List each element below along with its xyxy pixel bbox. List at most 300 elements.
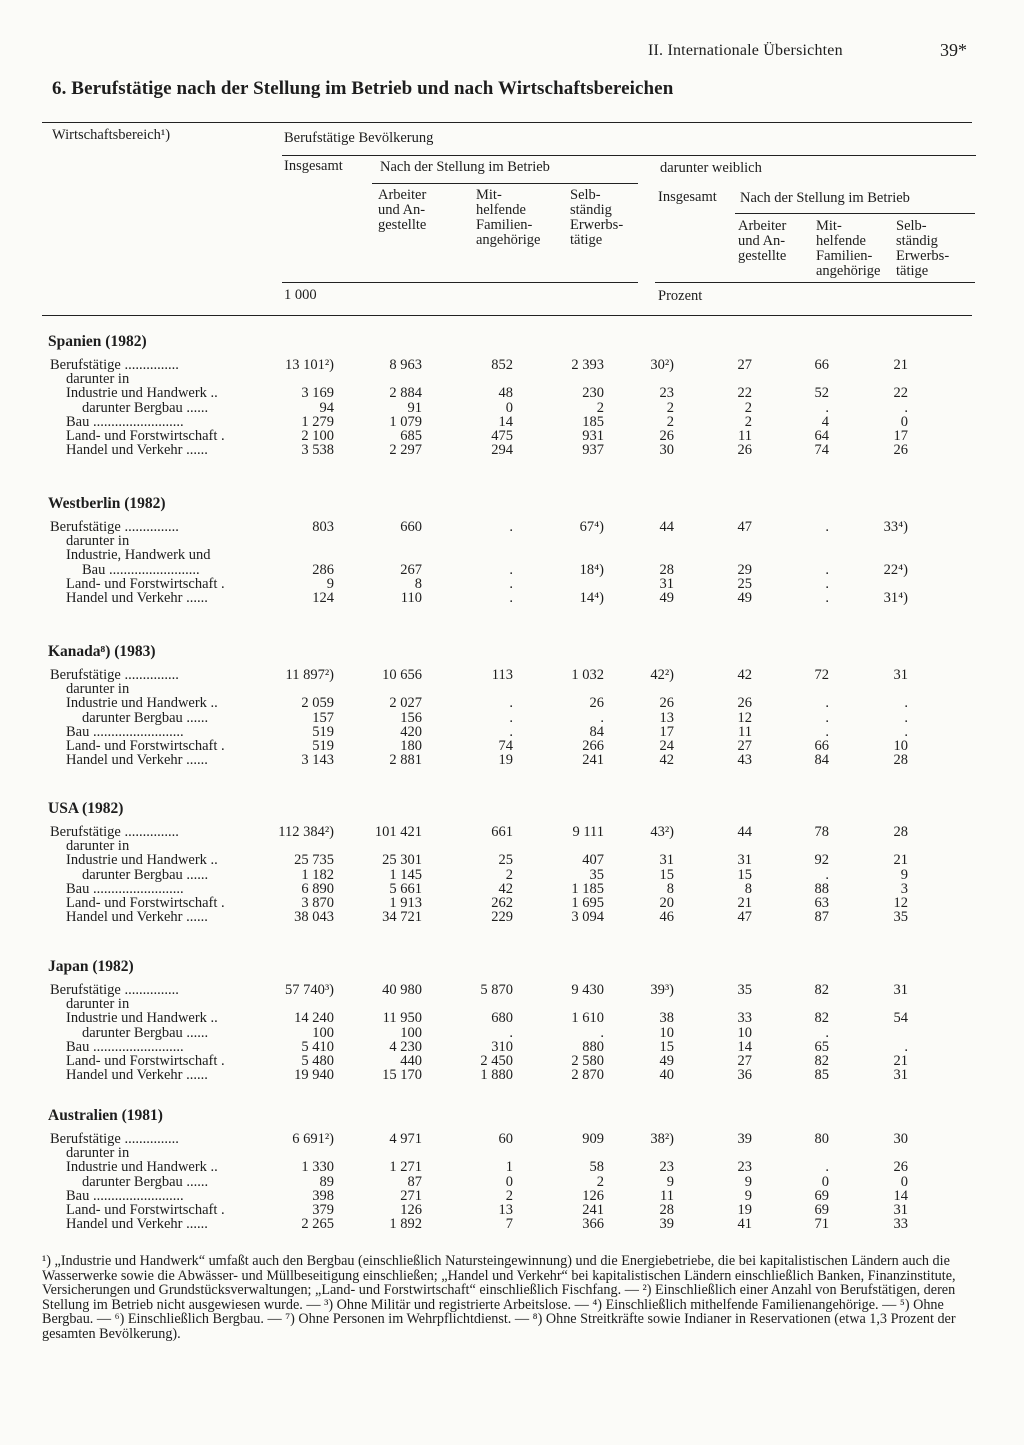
cell-col-5: 28 — [659, 561, 674, 578]
cell-col-3: 2 450 — [480, 1053, 513, 1069]
col-nach-stellung: Nach der Stellung im Betrieb — [380, 159, 550, 175]
row-label: Industrie und Handwerk .. — [66, 1159, 218, 1176]
cell-col-8: . — [904, 709, 908, 726]
row-label: Berufstätige ............... — [50, 1131, 179, 1147]
cell-col-3: 7 — [505, 1216, 513, 1233]
row-label: Land- und Forstwirtschaft . — [66, 575, 225, 592]
cell-col-5: 30²) — [650, 357, 674, 373]
table-row — [0, 386, 1024, 400]
rule-unit-right — [655, 282, 975, 283]
cell-col-7: . — [825, 575, 829, 592]
row-label: darunter Bergbau ...... — [82, 399, 209, 416]
row-label: Handel und Verkehr ...... — [66, 752, 208, 769]
cell-col-6: 29 — [737, 561, 752, 578]
table-row — [0, 401, 1024, 415]
table-row — [0, 534, 1024, 548]
cell-col-2: 267 — [400, 561, 422, 578]
table-row — [0, 1068, 1024, 1082]
cell-col-8: 0 — [900, 1173, 908, 1190]
col-wirtschaftsbereich: Wirtschaftsbereich¹) — [52, 127, 171, 143]
cell-col-2: 126 — [400, 1202, 422, 1218]
cell-col-4: 2 — [596, 399, 604, 416]
cell-col-3: 262 — [491, 895, 513, 911]
cell-col-1: 398 — [312, 1187, 334, 1204]
cell-col-5: 17 — [659, 723, 674, 740]
cell-col-5: 43²) — [650, 824, 674, 840]
cell-col-4: 9 111 — [572, 824, 604, 840]
row-label: Industrie und Handwerk .. — [66, 385, 218, 402]
table-row — [0, 983, 1024, 997]
cell-col-8: 21 — [893, 1053, 908, 1069]
row-label: Land- und Forstwirtschaft . — [66, 428, 225, 444]
cell-col-5: 49 — [659, 1053, 674, 1069]
table-row — [0, 711, 1024, 725]
table-row — [0, 1040, 1024, 1054]
cell-col-2: 440 — [400, 1053, 422, 1069]
cell-col-8: 26 — [893, 1159, 908, 1176]
cell-col-8: 3 — [900, 880, 908, 897]
cell-col-2: 5 661 — [389, 880, 422, 897]
row-label: Handel und Verkehr ...... — [66, 1067, 208, 1084]
table-row — [0, 415, 1024, 429]
row-label: Bau ......................... — [66, 880, 184, 897]
row-label: Industrie und Handwerk .. — [66, 852, 218, 869]
cell-col-6: 27 — [737, 1053, 752, 1069]
cell-col-8: 31 — [893, 1067, 908, 1084]
cell-col-6: 41 — [737, 1216, 752, 1233]
cell-col-4: 937 — [582, 442, 604, 459]
cell-col-5: 2 — [666, 413, 674, 430]
cell-col-8: 31 — [893, 982, 908, 998]
cell-col-6: 47 — [737, 909, 752, 926]
table-row — [0, 1011, 1024, 1025]
row-label: Bau ......................... — [66, 1038, 184, 1055]
cell-col-2: 8 — [414, 575, 422, 592]
table-row — [0, 1189, 1024, 1203]
cell-col-6: 43 — [737, 752, 752, 769]
cell-col-7: 88 — [814, 880, 829, 897]
cell-col-2: 1 892 — [389, 1216, 422, 1233]
cell-col-4: 407 — [582, 852, 604, 869]
row-label: Berufstätige ............... — [50, 982, 179, 998]
row-label: Handel und Verkehr ...... — [66, 909, 208, 926]
cell-col-6: 8 — [744, 880, 752, 897]
cell-col-1: 2 265 — [301, 1216, 334, 1233]
cell-col-6: 19 — [737, 1202, 752, 1218]
cell-col-7: 66 — [814, 357, 829, 373]
cell-col-7: 92 — [814, 852, 829, 869]
cell-col-2: 2 027 — [389, 695, 422, 712]
cell-col-7: 80 — [814, 1131, 829, 1147]
col-w-arbeiter: Arbeiter und An- gestellte — [738, 218, 787, 264]
cell-col-1: 2 059 — [301, 695, 334, 712]
cell-col-6: 25 — [737, 575, 752, 592]
cell-col-1: 5 410 — [301, 1038, 334, 1055]
cell-col-7: 52 — [814, 385, 829, 402]
cell-col-1: 112 384²) — [278, 824, 334, 840]
cell-col-4: . — [600, 709, 604, 726]
cell-col-5: 39 — [659, 1216, 674, 1233]
cell-col-6: 23 — [737, 1159, 752, 1176]
cell-col-1: 89 — [319, 1173, 334, 1190]
cell-col-2: 1 079 — [389, 413, 422, 430]
cell-col-1: 803 — [312, 519, 334, 535]
row-label: Berufstätige ............... — [50, 667, 179, 683]
row-label: darunter in — [66, 996, 130, 1013]
rule-unit-left — [282, 282, 638, 283]
cell-col-5: 15 — [659, 1038, 674, 1055]
cell-col-8: 28 — [893, 824, 908, 840]
cell-col-6: 49 — [737, 590, 752, 606]
cell-col-8: 17 — [893, 428, 908, 444]
cell-col-2: 40 980 — [382, 982, 422, 998]
cell-col-3: 2 — [505, 1187, 513, 1204]
cell-col-8: 0 — [900, 413, 908, 430]
cell-col-4: 2 870 — [571, 1067, 604, 1084]
cell-col-8: 22 — [893, 385, 908, 402]
cell-col-1: 1 182 — [301, 866, 334, 883]
cell-col-2: 11 950 — [382, 1010, 422, 1027]
cell-col-5: 23 — [659, 385, 674, 402]
cell-col-6: 35 — [737, 982, 752, 998]
cell-col-8: 10 — [893, 738, 908, 754]
col-selbstaendig: Selb- ständig Erwerbs- tätige — [570, 187, 624, 248]
cell-col-2: 10 656 — [382, 667, 422, 683]
cell-col-8: 14 — [893, 1187, 908, 1204]
cell-col-5: 20 — [659, 895, 674, 911]
cell-col-4: 931 — [582, 428, 604, 444]
cell-col-5: 23 — [659, 1159, 674, 1176]
cell-col-8: 30 — [893, 1131, 908, 1147]
table-row — [0, 1175, 1024, 1189]
cell-col-4: 2 — [596, 1173, 604, 1190]
cell-col-7: 82 — [814, 1053, 829, 1069]
table-row — [0, 1203, 1024, 1217]
cell-col-6: 39 — [737, 1131, 752, 1147]
cell-col-4: 185 — [582, 413, 604, 430]
cell-col-8: 31 — [893, 667, 908, 683]
cell-col-2: 25 301 — [382, 852, 422, 869]
cell-col-2: 110 — [400, 590, 422, 606]
row-label: darunter in — [66, 533, 130, 550]
cell-col-5: 31 — [659, 852, 674, 869]
cell-col-1: 519 — [312, 723, 334, 740]
cell-col-2: 101 421 — [374, 824, 422, 840]
cell-col-1: 14 240 — [294, 1010, 334, 1027]
section-heading: Australien (1981) — [48, 1107, 163, 1124]
cell-col-2: 660 — [400, 519, 422, 535]
cell-col-2: 34 721 — [382, 909, 422, 926]
section-heading: USA (1982) — [48, 800, 124, 817]
cell-col-3: 0 — [505, 399, 513, 416]
row-label: darunter in — [66, 838, 130, 855]
cell-col-6: 9 — [744, 1187, 752, 1204]
table-row — [0, 825, 1024, 839]
cell-col-6: 21 — [737, 895, 752, 911]
table-row — [0, 896, 1024, 910]
table-row — [0, 725, 1024, 739]
cell-col-6: 12 — [737, 709, 752, 726]
cell-col-3: 852 — [491, 357, 513, 373]
cell-col-6: 31 — [737, 852, 752, 869]
cell-col-7: 87 — [814, 909, 829, 926]
cell-col-1: 11 897²) — [285, 667, 334, 683]
cell-col-4: 26 — [589, 695, 604, 712]
cell-col-1: 157 — [312, 709, 334, 726]
table-row — [0, 372, 1024, 386]
table-row — [0, 1146, 1024, 1160]
cell-col-3: 229 — [491, 909, 513, 926]
row-label: Land- und Forstwirtschaft . — [66, 738, 225, 754]
cell-col-7: 84 — [814, 752, 829, 769]
cell-col-3: 48 — [498, 385, 513, 402]
cell-col-2: 271 — [400, 1187, 422, 1204]
row-label: darunter Bergbau ...... — [82, 709, 209, 726]
cell-col-7: 85 — [814, 1067, 829, 1084]
cell-col-8: . — [904, 399, 908, 416]
cell-col-2: 91 — [407, 399, 422, 416]
cell-col-2: 87 — [407, 1173, 422, 1190]
section-heading: Kanada⁸) (1983) — [48, 643, 156, 660]
cell-col-2: 1 913 — [389, 895, 422, 911]
col-w-mithelfende: Mit- helfende Familien- angehörige — [816, 218, 881, 279]
cell-col-5: 13 — [659, 709, 674, 726]
rule-under-bevoelkerung — [282, 155, 976, 156]
cell-col-6: 10 — [737, 1024, 752, 1041]
cell-col-6: 11 — [738, 723, 752, 740]
table-row — [0, 429, 1024, 443]
cell-col-8: 31⁴) — [883, 590, 908, 606]
cell-col-4: 1 610 — [571, 1010, 604, 1027]
table-row — [0, 591, 1024, 605]
cell-col-5: 24 — [659, 738, 674, 754]
cell-col-7: 71 — [814, 1216, 829, 1233]
cell-col-3: 680 — [491, 1010, 513, 1027]
cell-col-1: 3 169 — [301, 385, 334, 402]
row-label: darunter Bergbau ...... — [82, 1024, 209, 1041]
cell-col-7: 82 — [814, 982, 829, 998]
cell-col-4: 266 — [582, 738, 604, 754]
row-label: Land- und Forstwirtschaft . — [66, 1053, 225, 1069]
cell-col-5: 38²) — [650, 1131, 674, 1147]
rule-under-stellung — [372, 183, 638, 184]
cell-col-6: 2 — [744, 413, 752, 430]
cell-col-2: 685 — [400, 428, 422, 444]
cell-col-6: 14 — [737, 1038, 752, 1055]
table-row — [0, 358, 1024, 372]
cell-col-5: 11 — [660, 1187, 674, 1204]
cell-col-8: . — [904, 723, 908, 740]
cell-col-1: 5 480 — [301, 1053, 334, 1069]
cell-col-8: 26 — [893, 442, 908, 459]
cell-col-1: 9 — [326, 575, 334, 592]
col-berufstaetige-bevoelkerung: Berufstätige Bevölkerung — [284, 130, 434, 146]
cell-col-4: 35 — [589, 866, 604, 883]
cell-col-3: 0 — [505, 1173, 513, 1190]
table-row — [0, 696, 1024, 710]
cell-col-7: . — [825, 1159, 829, 1176]
cell-col-8: . — [904, 695, 908, 712]
cell-col-8: 54 — [893, 1010, 908, 1027]
cell-col-2: 15 170 — [382, 1067, 422, 1084]
cell-col-4: 9 430 — [571, 982, 604, 998]
row-label: Industrie und Handwerk .. — [66, 1010, 218, 1027]
row-label: Land- und Forstwirtschaft . — [66, 895, 225, 911]
row-label: Handel und Verkehr ...... — [66, 442, 208, 459]
cell-col-4: 2 393 — [571, 357, 604, 373]
cell-col-3: 19 — [498, 752, 513, 769]
table-row — [0, 563, 1024, 577]
cell-col-5: 8 — [666, 880, 674, 897]
cell-col-8: 28 — [893, 752, 908, 769]
cell-col-3: 2 — [505, 866, 513, 883]
table-row — [0, 1026, 1024, 1040]
cell-col-4: 3 094 — [571, 909, 604, 926]
row-label: Land- und Forstwirtschaft . — [66, 1202, 225, 1218]
cell-col-5: 28 — [659, 1202, 674, 1218]
cell-col-4: 230 — [582, 385, 604, 402]
cell-col-6: 11 — [738, 428, 752, 444]
row-label: Berufstätige ............... — [50, 519, 179, 535]
cell-col-8: 35 — [893, 909, 908, 926]
section-heading: Japan (1982) — [48, 958, 134, 975]
cell-col-3: 5 870 — [480, 982, 513, 998]
cell-col-4: . — [600, 1024, 604, 1041]
cell-col-4: 84 — [589, 723, 604, 740]
cell-col-6: 33 — [737, 1010, 752, 1027]
cell-col-2: 4 971 — [389, 1131, 422, 1147]
cell-col-2: 2 297 — [389, 442, 422, 459]
cell-col-4: 909 — [582, 1131, 604, 1147]
row-label: Industrie, Handwerk und — [66, 547, 211, 564]
cell-col-8: 21 — [893, 852, 908, 869]
cell-col-1: 379 — [312, 1202, 334, 1218]
col-w-selbstaendig: Selb- ständig Erwerbs- tätige — [896, 218, 950, 279]
cell-col-7: 63 — [814, 895, 829, 911]
cell-col-8: . — [904, 1038, 908, 1055]
cell-col-6: 36 — [737, 1067, 752, 1084]
cell-col-2: 2 881 — [389, 752, 422, 769]
cell-col-4: 18⁴) — [579, 561, 604, 578]
cell-col-7: 0 — [821, 1173, 829, 1190]
cell-col-3: 74 — [498, 738, 513, 754]
cell-col-7: 65 — [814, 1038, 829, 1055]
cell-col-1: 519 — [312, 738, 334, 754]
table-row — [0, 1054, 1024, 1068]
cell-col-3: 60 — [498, 1131, 513, 1147]
table-row — [0, 839, 1024, 853]
cell-col-5: 42²) — [650, 667, 674, 683]
col-insgesamt: Insgesamt — [284, 158, 343, 174]
cell-col-4: 2 580 — [571, 1053, 604, 1069]
unit-right: Prozent — [658, 288, 703, 304]
cell-col-4: 241 — [582, 1202, 604, 1218]
col-arbeiter: Arbeiter und An- gestellte — [378, 187, 427, 233]
cell-col-7: . — [825, 866, 829, 883]
cell-col-3: 661 — [491, 824, 513, 840]
cell-col-3: . — [509, 1024, 513, 1041]
cell-col-5: 30 — [659, 442, 674, 459]
section-heading: Westberlin (1982) — [48, 495, 166, 512]
col-w-nach-stellung: Nach der Stellung im Betrieb — [740, 190, 910, 206]
table-row — [0, 868, 1024, 882]
table-row — [0, 997, 1024, 1011]
cell-col-6: 2 — [744, 399, 752, 416]
cell-col-2: 2 884 — [389, 385, 422, 402]
cell-col-1: 1 279 — [301, 413, 334, 430]
cell-col-3: 113 — [491, 667, 513, 683]
cell-col-7: 74 — [814, 442, 829, 459]
row-label: darunter in — [66, 1145, 130, 1162]
cell-col-2: 4 230 — [389, 1038, 422, 1055]
cell-col-7: 64 — [814, 428, 829, 444]
cell-col-6: 15 — [737, 866, 752, 883]
cell-col-2: 8 963 — [389, 357, 422, 373]
cell-col-2: 180 — [400, 738, 422, 754]
rule-under-w-stellung — [735, 213, 975, 214]
cell-col-7: 78 — [814, 824, 829, 840]
cell-col-1: 2 100 — [301, 428, 334, 444]
cell-col-3: 42 — [498, 880, 513, 897]
cell-col-7: 4 — [821, 413, 829, 430]
cell-col-7: . — [825, 519, 829, 535]
row-label: Berufstätige ............... — [50, 824, 179, 840]
cell-col-1: 25 735 — [294, 852, 334, 869]
top-rule — [42, 122, 972, 123]
cell-col-4: 880 — [582, 1038, 604, 1055]
cell-col-7: 82 — [814, 1010, 829, 1027]
col-darunter-weiblich: darunter weiblich — [660, 160, 762, 176]
cell-col-6: 44 — [737, 824, 752, 840]
cell-col-4: 366 — [582, 1216, 604, 1233]
cell-col-4: 67⁴) — [579, 519, 604, 535]
cell-col-6: 22 — [737, 385, 752, 402]
cell-col-3: 475 — [491, 428, 513, 444]
page-number: 39* — [940, 40, 967, 60]
table-row — [0, 548, 1024, 562]
col-mithelfende: Mit- helfende Familien- angehörige — [476, 187, 541, 248]
row-label: Bau ......................... — [82, 561, 200, 578]
cell-col-4: 1 032 — [571, 667, 604, 683]
cell-col-5: 31 — [659, 575, 674, 592]
cell-col-4: 14⁴) — [579, 590, 604, 606]
cell-col-7: . — [825, 1024, 829, 1041]
row-label: Handel und Verkehr ...... — [66, 590, 208, 606]
cell-col-6: 27 — [737, 738, 752, 754]
cell-col-5: 9 — [666, 1173, 674, 1190]
table-row — [0, 910, 1024, 924]
row-label: Handel und Verkehr ...... — [66, 1216, 208, 1233]
cell-col-1: 38 043 — [294, 909, 334, 926]
cell-col-7: 69 — [814, 1187, 829, 1204]
table-row — [0, 753, 1024, 767]
cell-col-2: 420 — [400, 723, 422, 740]
cell-col-1: 124 — [312, 590, 334, 606]
cell-col-5: 40 — [659, 1067, 674, 1084]
table-row — [0, 1160, 1024, 1174]
cell-col-3: . — [509, 695, 513, 712]
cell-col-5: 26 — [659, 695, 674, 712]
cell-col-1: 6 890 — [301, 880, 334, 897]
row-label: Bau ......................... — [66, 1187, 184, 1204]
cell-col-3: 294 — [491, 442, 513, 459]
cell-col-4: 241 — [582, 752, 604, 769]
cell-col-4: 1 185 — [571, 880, 604, 897]
cell-col-7: . — [825, 695, 829, 712]
cell-col-3: 25 — [498, 852, 513, 869]
cell-col-4: 1 695 — [571, 895, 604, 911]
cell-col-6: 26 — [737, 442, 752, 459]
